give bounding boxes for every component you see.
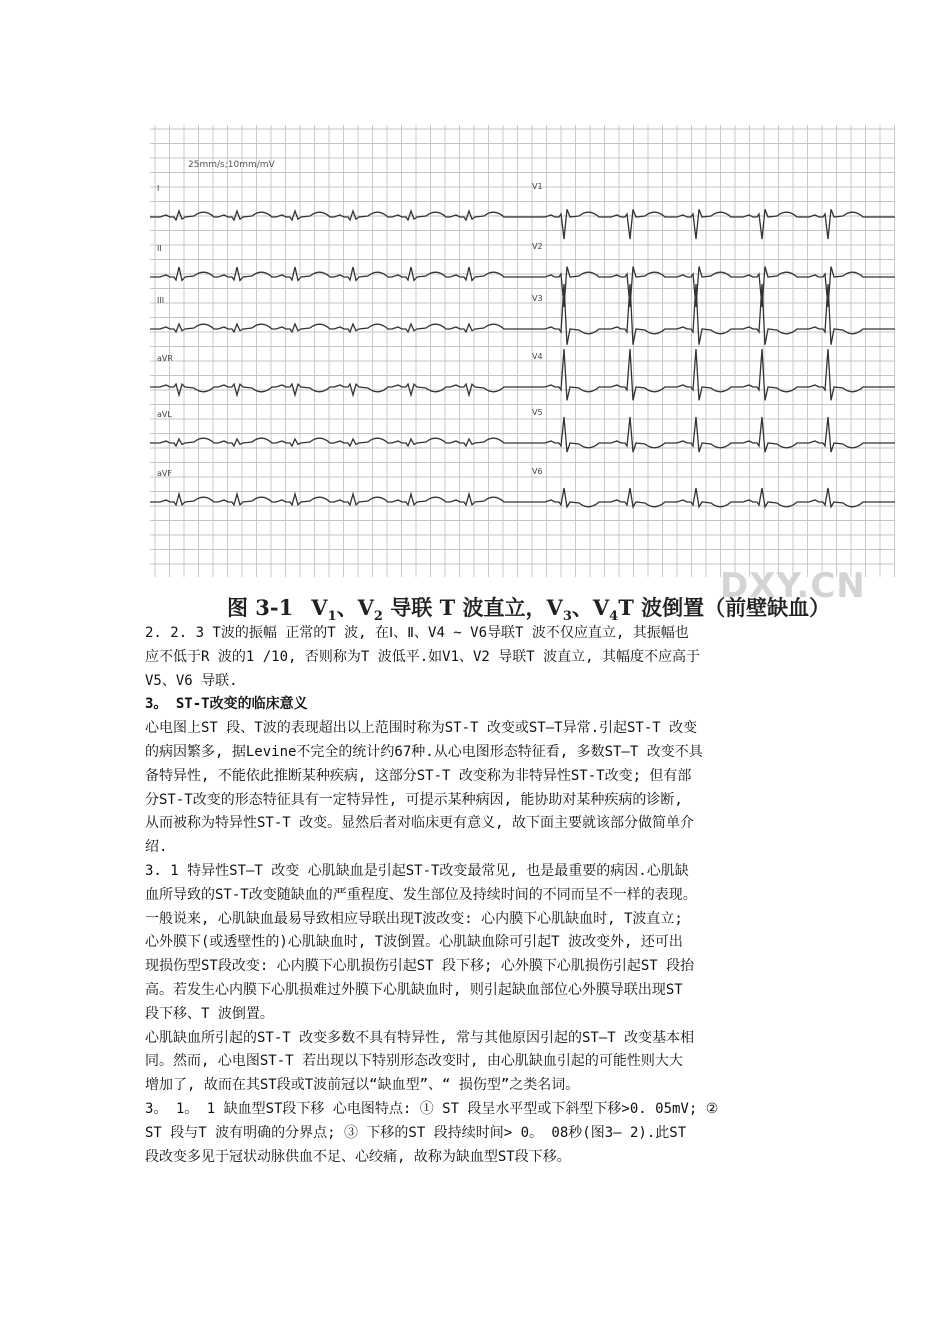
caption-part: V [311,595,328,620]
text-line: 心电图上ST 段、T波的表现超出以上范围时称为ST-T 改变或ST—T异常.引起ST-T 改变 [145,720,698,737]
text-line: 增加了, 故而在其ST段或T波前冠以“缺血型”、“ 损伤型”之类名词。 [145,1077,580,1094]
lead-label: III [157,296,165,305]
ecg-figure [150,125,895,585]
text-line: 2. 2. 3 T波的振幅 正常的T 波, 在Ⅰ、Ⅱ、V4 ~ V6导联T 波不仅应直立, 其振幅也 [145,625,689,641]
text-line: 段改变多见于冠状动脉供血不足、心绞痛, 故称为缺血型ST段下移。 [145,1148,571,1165]
figure-number: 图 3-1 [227,595,294,620]
caption-sub: 4 [609,609,619,625]
text-line: 3. 1 特异性ST—T 改变 心肌缺血是引起ST-T改变最常见, 也是最重要的病因.心肌缺 [145,862,689,879]
ecg-paper [150,125,895,585]
caption-part: 导联 T 波直立，V [382,595,563,620]
text-line: 血所导致的ST-T改变随缺血的严重程度、发生部位及持续时间的不同而呈不一样的表现。 [145,886,697,903]
lead-label: I [157,184,160,193]
caption-sub: 2 [373,609,383,625]
lead-label: V6 [532,467,543,476]
text-line: ST 段与T 波有明确的分界点; ③ 下移的ST 段持续时间> 0。 08秒(图3— 2).此ST [145,1124,687,1141]
text-line: 的病因繁多, 据Levine不完全的统计约67种.从心电图形态特征看, 多数ST—T 改变不具 [145,743,703,760]
lead-label: II [157,244,162,253]
text-line: 现损伤型ST段改变: 心内膜下心肌损伤引起ST 段下移; 心外膜下心肌损伤引起ST 段抬 [145,958,695,975]
text-line: 应不低于R 波的1 /10, 否则称为T 波低平.如V1、V2 导联T 波直立, 其幅度不应高于 [145,648,701,665]
caption-part: 、V [571,595,610,620]
caption-part: 、V [336,595,374,620]
lead-label: V2 [532,242,543,251]
watermark: DXY.CN [720,566,866,606]
text-line: 同。然而, 心电图ST-T 若出现以下特别形态改变时, 由心肌缺血引起的可能性则大大 [145,1053,683,1070]
ecg-scale-label: 25mm/s;10mm/mV [188,160,275,170]
text-line: 心外膜下(或透壁性的)心肌缺血时, T波倒置。心肌缺血除可引起T 波改变外, 还可出 [145,934,683,951]
caption-sub: 1 [327,609,337,625]
text-line: 绍. [145,839,168,856]
text-line: 心肌缺血所引起的ST-T 改变多数不具有特异性, 常与其他原因引起的ST—T 改变基本相 [145,1029,695,1046]
lead-label: aVL [157,410,172,419]
figure-caption [227,592,830,624]
caption-sub: 3 [562,609,572,625]
text-line: 3。 1。 1 缺血型ST段下移 心电图特点: ① ST 段呈水平型或下斜型下移>0. 05mV; ② [145,1100,719,1117]
lead-label: V4 [532,352,543,361]
body-text [145,622,805,1169]
text-line: 从而被称为特异性ST-T 改变。显然后者对临床更有意义, 故下面主要就该部分做简单介 [145,815,694,832]
lead-label: V5 [532,408,543,417]
text-line: V5、V6 导联. [145,672,238,689]
lead-label: aVF [157,469,172,478]
lead-label: V1 [532,182,543,191]
section-heading: 3。 ST-T改变的临床意义 [145,696,308,713]
text-line: 高。若发生心内膜下心肌损难过外膜下心肌缺血时, 则引起缺血部位心外膜导联出现ST [145,981,683,998]
lead-label: V3 [532,294,543,303]
text-line: 段下移、T 波倒置。 [145,1005,274,1022]
caption-part: T 波倒置（前壁缺血） [618,595,831,620]
text-line: 分ST-T改变的形态特征具有一定特异性, 可提示某种病因, 能协助对某种疾病的诊断, [145,791,683,808]
lead-label: aVR [157,354,173,363]
text-line: 备特异性, 不能依此推断某种疾病, 这部分ST-T 改变称为非特异性ST-T改变; 但有部 [145,767,692,784]
text-line: 一般说来, 心肌缺血最易导致相应导联出现T波改变: 心内膜下心肌缺血时, T波直立; [145,910,683,927]
